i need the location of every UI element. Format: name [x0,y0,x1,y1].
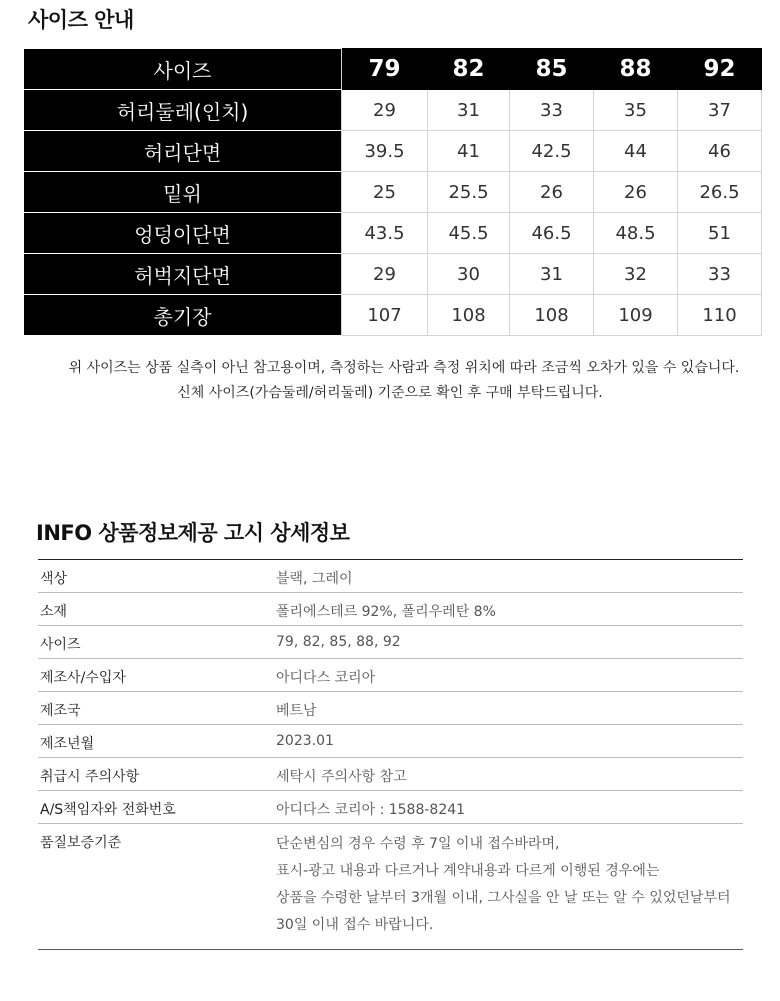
warranty-line: 단순변심의 경우 수령 후 7일 이내 접수바라며, [276,836,560,852]
table-cell: 26.5 [678,172,762,213]
table-cell: 29 [342,90,428,131]
info-key: 품질보증기준 [40,835,122,851]
info-value: 폴리에스테르 92%, 폴리우레탄 8% [276,604,496,620]
size-row-thigh-width [24,254,762,295]
table-cell: 41 [428,131,510,172]
size-header-row [24,49,762,90]
info-value: 블랙, 그레이 [276,571,353,587]
product-info-table [38,559,743,950]
info-key: 색상 [40,571,68,587]
table-cell: 25.5 [428,172,510,213]
size-row-rise [24,172,762,213]
size-col-92: 92 [678,49,762,90]
warranty-text [276,824,743,949]
row-label: 엉덩이단면 [24,213,342,254]
table-cell: 37 [678,90,762,131]
size-note-reference: 위 사이즈는 상품 실측이 아닌 참고용이며, 측정하는 사람과 측정 위치에 따라 조금씩 오차가 있을 수 있습니다. [68,360,740,376]
table-cell: 33 [510,90,594,131]
size-guide-title: 사이즈 안내 [28,8,134,32]
info-row-care [38,758,743,791]
size-row-waist-inch [24,90,762,131]
info-value: 아디다스 코리아 [276,670,376,686]
table-cell: 35 [594,90,678,131]
info-row-manufacture-date [38,725,743,758]
table-cell: 46 [678,131,762,172]
table-cell: 32 [594,254,678,295]
table-cell: 109 [594,295,678,336]
info-value: 79, 82, 85, 88, 92 [276,634,401,650]
table-cell: 26 [594,172,678,213]
table-cell: 29 [342,254,428,295]
table-cell: 39.5 [342,131,428,172]
table-cell: 31 [510,254,594,295]
table-cell: 46.5 [510,213,594,254]
info-row-size [38,626,743,659]
table-cell: 30 [428,254,510,295]
info-key: 사이즈 [40,637,81,653]
info-row-warranty [38,824,743,949]
table-cell: 51 [678,213,762,254]
size-chart-table [23,48,762,336]
info-key: 제조년월 [40,736,95,752]
table-cell: 45.5 [428,213,510,254]
info-value: 베트남 [276,703,317,719]
size-col-88: 88 [594,49,678,90]
warranty-line: 표시-광고 내용과 다르거나 계약내용과 다르게 이행된 경우에는 [276,863,660,879]
warranty-line: 상품을 수령한 날부터 3개월 이내, 그사실을 안 날 또는 알 수 있었던날부터 [276,890,731,906]
row-label: 총기장 [24,295,342,336]
size-row-waist-width [24,131,762,172]
size-row-total-length [24,295,762,336]
table-cell: 42.5 [510,131,594,172]
info-row-as-contact [38,791,743,824]
table-cell: 108 [428,295,510,336]
info-row-manufacturer [38,659,743,692]
info-row-color [38,560,743,593]
warranty-line: 30일 이내 접수 바랍니다. [276,917,434,933]
table-cell: 108 [510,295,594,336]
info-key: 취급시 주의사항 [40,769,140,785]
size-note-purchase: 신체 사이즈(가슴둘레/허리둘레) 기준으로 확인 후 구매 부탁드립니다. [177,385,603,401]
row-label: 허벅지단면 [24,254,342,295]
row-label: 허리둘레(인치) [24,90,342,131]
table-cell: 107 [342,295,428,336]
size-corner-label: 사이즈 [24,49,342,90]
table-cell: 110 [678,295,762,336]
table-cell: 44 [594,131,678,172]
info-key: 소재 [40,604,68,620]
info-row-country [38,692,743,725]
info-value: 2023.01 [276,733,334,749]
row-label: 허리단면 [24,131,342,172]
size-col-82: 82 [428,49,510,90]
info-row-material [38,593,743,626]
table-cell: 33 [678,254,762,295]
info-key: A/S책임자와 전화번호 [40,802,176,818]
table-cell: 25 [342,172,428,213]
table-cell: 31 [428,90,510,131]
row-label: 밑위 [24,172,342,213]
table-cell: 26 [510,172,594,213]
info-value: 아디다스 코리아 : 1588-8241 [276,802,466,818]
info-key: 제조국 [40,703,81,719]
size-row-hip-width [24,213,762,254]
info-value: 세탁시 주의사항 참고 [276,769,407,785]
size-col-79: 79 [342,49,428,90]
size-notes [0,356,780,406]
table-cell: 43.5 [342,213,428,254]
info-section-title: INFO 상품정보제공 고시 상세정보 [36,521,350,545]
info-key: 제조사/수입자 [40,670,126,686]
size-col-85: 85 [510,49,594,90]
table-cell: 48.5 [594,213,678,254]
